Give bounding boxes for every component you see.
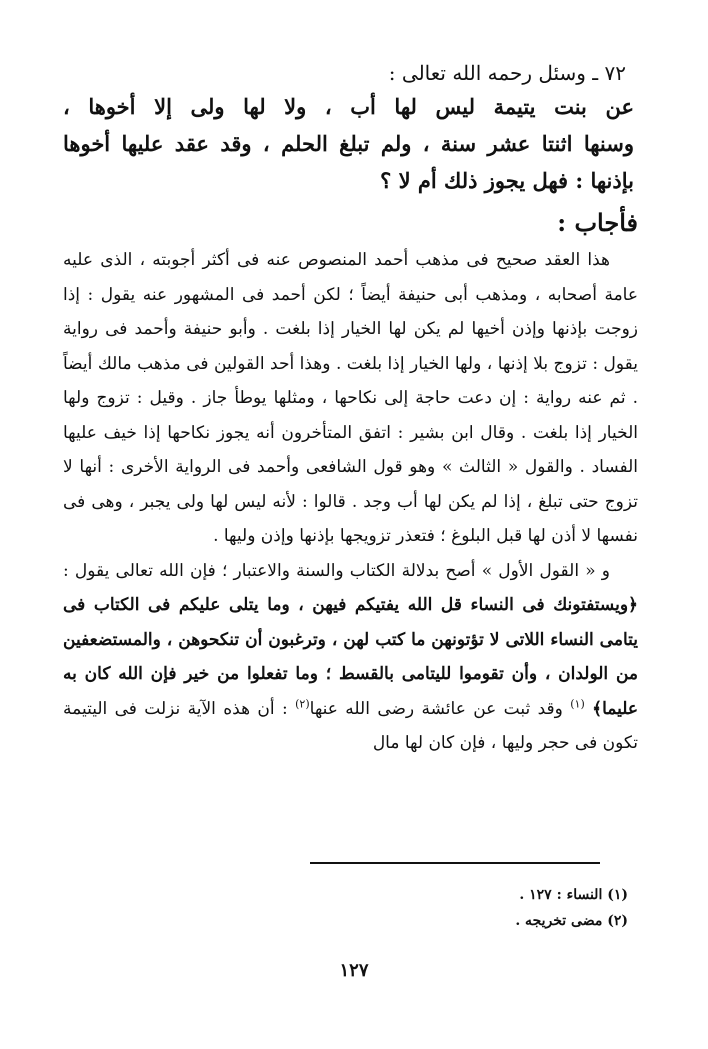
paragraph-opening: و « القول الأول » أصح بدلالة الكتاب والسنة والاعتبار ؛ فإن الله تعالى يقول :	[63, 560, 610, 581]
question-intro: ٧٢ ـ وسئل رحمه الله تعالى :	[388, 61, 626, 85]
page-number: ١٢٧	[339, 960, 369, 981]
paragraph-closing: : أن هذه الآية نزلت فى اليتيمة تكون فى حجر وليها ، فإن كان لها مال	[63, 698, 638, 753]
question-line: بإذنها : فهل يجوز ذلك أم لا ؟	[380, 168, 634, 193]
footnote-separator	[310, 862, 600, 864]
question-line: عن بنت يتيمة ليس لها أب ، ولا لها ولى إلا أخوها ،	[63, 94, 634, 119]
answer-heading: فأجاب :	[557, 208, 638, 237]
footnote-mark: (١)	[570, 696, 585, 710]
answer-paragraph: هذا العقد صحيح فى مذهب أحمد المنصوص عنه فى أكثر أجوبته ، الذى عليه عامة أصحابه ، ومذهب أبى حنيفة أيضاً ؛ لكن أحمد فى المشهور عنه يقول : إذا زوجت بإذنها وإذن أخيها لم يكن لها الخيار إذا بلغت . وأبو حنيفة وأحمد فى رواية يقول : تزوج بلا إذنها ، ولها الخيار إذا بلغت . وهذا أحد القولين فى مذهب مالك أيضاً . ثم عنه رواية : إن دعت حاجة إلى نكاحها ، ومثلها يوطأ جاز . وقيل : تزوج ولها الخيار إذا بلغت . وقال ابن بشير : اتفق المتأخرون أنه يجوز نكاحها إذا خيف عليها الفساد . والقول « الثالث » وهو قول الشافعى وأحمد فى الرواية الأخرى : أنها لا تزوج حتى تبلغ ، إذا لم يكن لها أب وجد . قالوا : لأنه ليس لها ولى يجبر ، وهى فى نفسها لا أذن لها قبل البلوغ ؛ فتعذر تزويجها بإذنها وإذن وليها .	[63, 250, 638, 546]
paragraph-middle: وقد ثبت عن عائشة رضى الله عنها	[309, 698, 563, 719]
question-text	[63, 88, 638, 199]
quran-verse: ﴿ويستفتونك فى النساء قل الله يفتيكم فيهن ، وما يتلى عليكم فى الكتاب فى يتامى النساء اللاتى لا تؤتونهن ما كتب لهن ، وترغبون أن تنكحوهن ، والمستضعفين من الولدان ، وأن تقوموا لليتامى بالقسط ؛ وما تفعلوا من خير فإن الله كان به عليما﴾	[63, 595, 638, 719]
question-line: وسنها اثنتا عشر سنة ، ولم تبلغ الحلم ، وقد عقد عليها أخوها	[63, 131, 634, 156]
footnote: (٢) مضى تخريجه .	[515, 913, 628, 929]
answer-text	[63, 243, 638, 761]
footnote: (١) النساء : ١٢٧ .	[519, 887, 628, 903]
footnote-mark: (٢)	[295, 696, 310, 710]
page-body	[63, 58, 638, 761]
footnotes	[308, 882, 628, 934]
answer-paragraph	[63, 554, 638, 761]
